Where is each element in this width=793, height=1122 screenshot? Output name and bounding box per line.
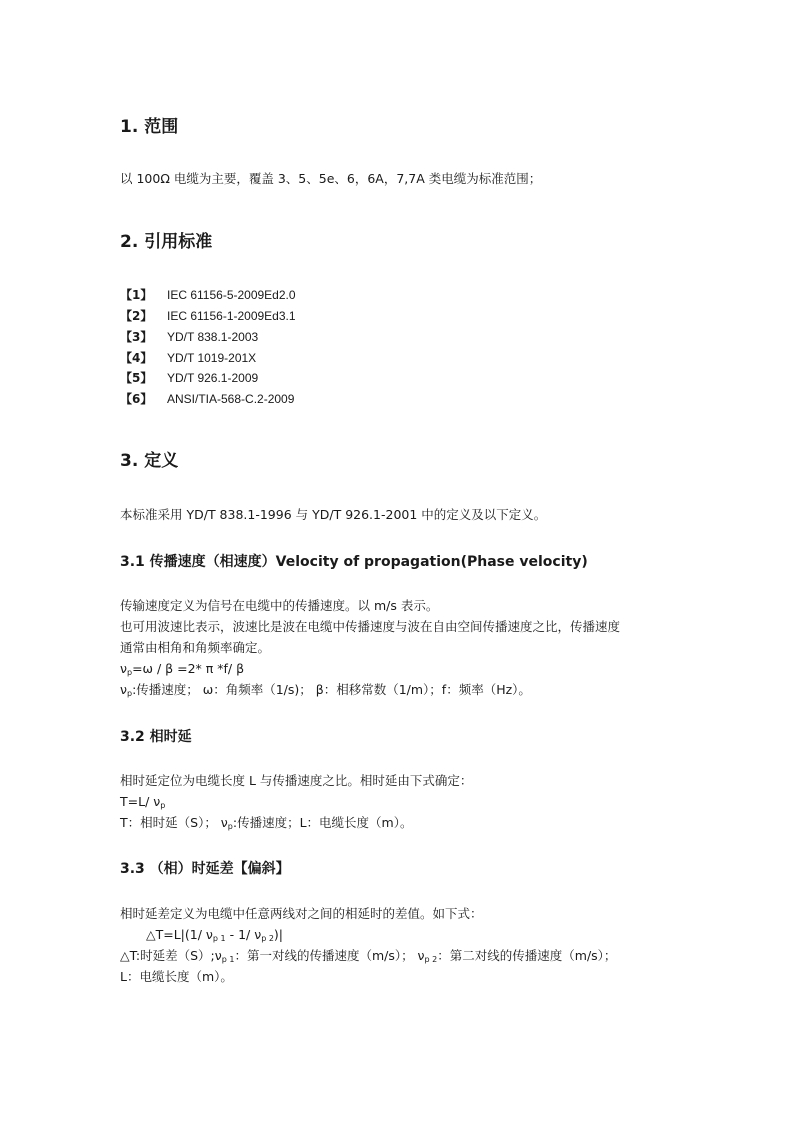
formula-subscript: p 1	[212, 934, 226, 943]
reference-number: 【5】	[120, 371, 153, 385]
section-3-3-line-1: 相时延差定义为电缆中任意两线对之间的相延时的差值。如下式：	[120, 906, 483, 921]
formula-text: )|	[273, 927, 284, 942]
section-1-heading: 1. 范围	[120, 117, 179, 137]
formula-subscript: p	[126, 668, 133, 677]
section-3-3-heading: 3.3 （相）时延差【偏斜】	[120, 861, 290, 877]
section-3-1-line-1: 传输速度定义为信号在电缆中的传播速度。以 m/s 表示。	[120, 598, 439, 613]
phase-delay-definition	[120, 812, 412, 837]
reference-text: YD/T 926.1-2009	[167, 371, 259, 385]
reference-text: ANSI/TIA-568-C.2-2009	[167, 392, 295, 406]
reference-item	[120, 307, 296, 324]
formula-subscript: p	[160, 801, 166, 810]
definition-subscript: p	[227, 822, 233, 831]
velocity-definition	[120, 679, 531, 704]
definition-text: :传播速度； ω：角频率（1/s)； β：相移常数（1/m）；f：频率（Hz）。	[132, 682, 531, 697]
formula-text: △T=L|(1/ ν	[146, 927, 213, 942]
reference-number: 【2】	[120, 309, 153, 323]
definition-symbol: ν	[120, 682, 127, 697]
definition-subscript: p 2	[424, 955, 438, 964]
section-3-1-line-3: 通常由相角和角频率确定。	[120, 640, 271, 655]
section-1-body: 以 100Ω 电缆为主要，覆盖 3、5、5e、6，6A，7,7A 类电缆为标准范围；	[120, 171, 542, 186]
reference-item	[120, 349, 256, 366]
reference-number: 【1】	[120, 288, 153, 302]
formula-subscript: p 2	[261, 934, 274, 943]
section-3-2-heading: 3.2 相时延	[120, 729, 192, 745]
section-3-1-heading: 3.1 传播速度（相速度）Velocity of propagation(Phase velocity)	[120, 554, 588, 570]
section-3-intro: 本标准采用 YD/T 838.1-1996 与 YD/T 926.1-2001 中的定义及以下定义。	[120, 507, 547, 522]
formula-text: =ω / β =2* π *f/ β	[132, 661, 245, 676]
delay-skew-definition-line-2: L：电缆长度（m）。	[120, 969, 233, 984]
reference-number: 【4】	[120, 351, 153, 365]
reference-item	[120, 390, 294, 407]
section-3-2-line-1: 相时延定位为电缆长度 L 与传播速度之比。相时延由下式确定：	[120, 773, 473, 788]
reference-item	[120, 369, 258, 386]
formula-text: T=L/ ν	[120, 794, 161, 809]
reference-text: IEC 61156-1-2009Ed3.1	[167, 309, 296, 323]
reference-text: IEC 61156-5-2009Ed2.0	[167, 288, 296, 302]
reference-number: 【6】	[120, 392, 153, 406]
definition-subscript: p	[126, 689, 133, 698]
definition-text: ：第一对线的传播速度（m/s）； ν	[234, 948, 425, 963]
reference-text: YD/T 838.1-2003	[167, 330, 259, 344]
reference-number: 【3】	[120, 330, 153, 344]
reference-item	[120, 286, 296, 303]
section-3-1-line-2: 也可用波速比表示，波速比是波在电缆中传播速度与波在自由空间传播速度之比，传播速度	[120, 619, 621, 634]
definition-text: △T:时延差（S）;ν	[120, 948, 222, 963]
reference-text: YD/T 1019-201X	[167, 351, 257, 365]
definition-text: ：第二对线的传播速度（m/s）；	[437, 948, 617, 963]
definition-text: T：相时延（S）； ν	[120, 815, 228, 830]
reference-item	[120, 328, 258, 345]
formula-text: - 1/ ν	[225, 927, 262, 942]
definition-text: :传播速度；L：电缆长度（m）。	[232, 815, 413, 830]
section-3-heading: 3. 定义	[120, 451, 179, 471]
definition-subscript: p 1	[221, 955, 235, 964]
formula-symbol: ν	[120, 661, 127, 676]
section-2-heading: 2. 引用标准	[120, 232, 213, 252]
